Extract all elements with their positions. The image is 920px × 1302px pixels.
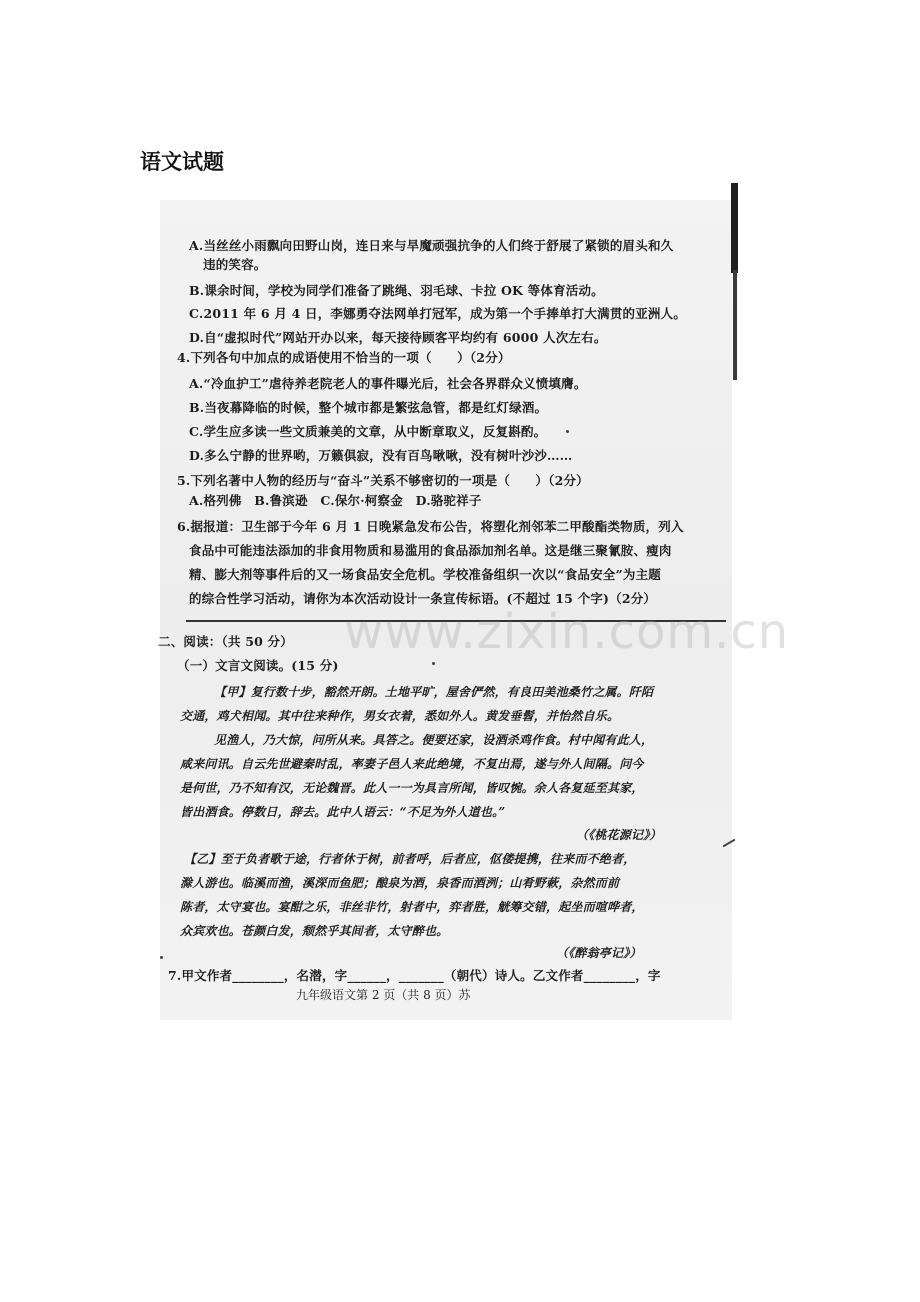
passage-line: 众宾欢也。苍颜白发，颓然乎其间者，太守醉也。 <box>180 924 449 938</box>
scan-speck <box>432 662 435 665</box>
scan-speck <box>160 956 163 959</box>
passage-line: 交通，鸡犬相闻。其中往来种作，男女衣着，悉如外人。黄发垂髫，并怡然自乐。 <box>180 709 620 723</box>
passage-source: （《醉翁亭记》） <box>556 946 642 960</box>
option-line: C.学生应多读一些文质兼美的文章，从中断章取义，反复斟酌。 <box>189 424 547 439</box>
section-2-heading: 二、阅读：（共 50 分） <box>158 634 293 649</box>
passage-line: 【甲】复行数十步，豁然开朗。土地平旷，屋舍俨然，有良田美池桑竹之属。阡陌 <box>214 685 654 699</box>
question-6: 6.据报道：卫生部于今年 6 月 1 日晚紧急发布公告，将塑化剂邻苯二甲酸酯类物质，列入 <box>177 519 684 534</box>
option-line: A.当丝丝小雨飘向田野山岗，连日来与旱魔顽强抗争的人们终于舒展了紧锁的眉头和久 <box>189 238 674 253</box>
question-4: 4.下列各句中加点的成语使用不恰当的一项（ ）（2分） <box>177 350 511 365</box>
passage-line: 陈者，太守宴也。宴酣之乐，非丝非竹，射者中，弈者胜，觥筹交错，起坐而喧哗者， <box>180 900 644 914</box>
option-line: 违的笑容。 <box>203 257 267 272</box>
option-line: B.当夜幕降临的时候，整个城市都是繁弦急管，都是红灯绿酒。 <box>189 400 548 415</box>
scan-speck <box>566 430 569 433</box>
option-line: D.多么宁静的世界哟，万籁俱寂，没有百鸟啾啾，没有树叶沙沙…… <box>189 448 573 463</box>
scan-edge-shadow <box>731 183 738 273</box>
scan-edge-shadow-lower <box>733 270 737 380</box>
passage-line: 皆出酒食。停数日，辞去。此中人语云：“不足为外人道也。” <box>180 805 506 819</box>
question-5-options: A.格列佛 B.鲁滨逊 C.保尔·柯察金 D.骆驼祥子 <box>189 493 482 508</box>
subsection-heading: （一）文言文阅读。(15 分) <box>177 658 339 673</box>
option-line: B.课余时间，学校为同学们准备了跳绳、羽毛球、卡拉 OK 等体育活动。 <box>189 283 604 298</box>
option-line: D.自“虚拟时代”网站开办以来，每天接待顾客平均约有 6000 人次左右。 <box>189 330 607 345</box>
passage-source: （《桃花源记》） <box>576 828 662 842</box>
passage-line: 【乙】至于负者歌于途，行者休于树，前者呼，后者应，伛偻提携，往来而不绝者， <box>184 852 636 866</box>
passage-line: 咸来问讯。自云先世避秦时乱，率妻子邑人来此绝境，不复出焉，遂与外人间隔。问今 <box>180 757 644 771</box>
question-6-line: 食品中可能违法添加的非食用物质和易滥用的食品添加剂名单。这是继三聚氰胺、瘦肉 <box>189 543 672 558</box>
question-6-line: 的综合性学习活动，请你为本次活动设计一条宣传标语。(不超过 15 个字)（2分） <box>189 591 657 606</box>
option-line: C.2011 年 6 月 4 日，李娜勇夺法网单打冠军，成为第一个手捧单打大满贯的亚洲人。 <box>189 306 687 321</box>
passage-line: 滁人游也。临溪而渔，溪深而鱼肥；酿泉为酒，泉香而酒洌；山肴野蔌，杂然而前 <box>180 876 620 890</box>
page-title: 语文试题 <box>140 150 224 174</box>
option-line: A.“冷血护工”虐待养老院老人的事件曝光后，社会各界群众义愤填膺。 <box>189 376 587 391</box>
passage-line: 见渔人，乃大惊，问所从来。具答之。便要还家，设酒杀鸡作食。村中闻有此人， <box>214 733 654 747</box>
page-footer: 九年级语文第 2 页（共 8 页）苏 <box>296 988 471 1002</box>
passage-line: 是何世，乃不知有汉，无论魏晋。此人一一为具言所闻，皆叹惋。余人各复延至其家， <box>180 781 644 795</box>
question-6-line: 精、膨大剂等事件后的又一场食品安全危机。学校准备组织一次以“食品安全”为主题 <box>189 567 661 582</box>
question-7: 7.甲文作者________，名潜，字______，_______（朝代）诗人。乙文作者________，字 <box>168 968 661 983</box>
question-5: 5.下列名著中人物的经历与“奋斗”关系不够密切的一项是（ ）（2分） <box>177 473 589 488</box>
watermark: www.zixin.com.cn <box>344 604 790 660</box>
